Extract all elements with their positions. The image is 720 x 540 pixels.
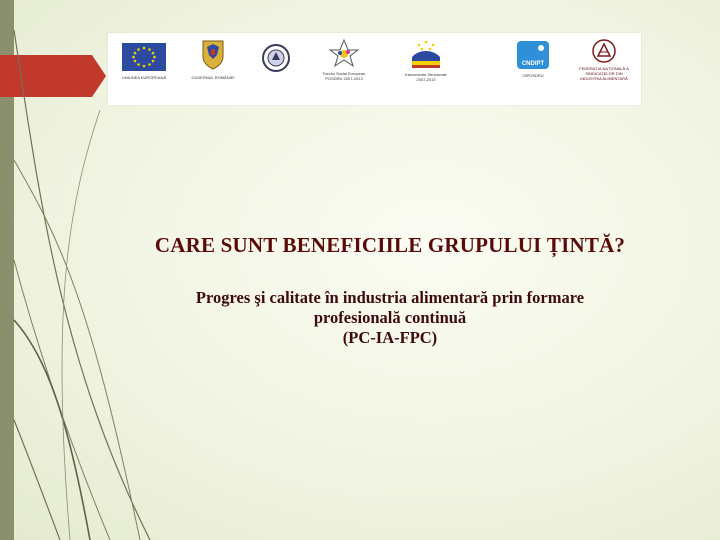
subtitle-line: (PC-IA-FPC) — [342, 328, 438, 347]
logo-caption: GUVERNUL ROMÂNIEI — [191, 75, 235, 80]
structural-instruments-logo-icon — [409, 39, 443, 69]
logo-caption: UNIUNEA EUROPEANĂ — [121, 75, 166, 80]
deco-line — [14, 420, 60, 540]
fse-star-logo-icon — [328, 38, 360, 68]
logo-caption-line: Instrumente Structurale — [405, 72, 447, 77]
cndipt-label: CNDIPT — [521, 61, 545, 67]
cndipt-logo-icon — [516, 39, 550, 71]
subtitle-line: profesională continuă — [313, 308, 467, 327]
logo-fse — [312, 33, 376, 105]
ministry-seal-icon — [261, 43, 291, 73]
slide-title: CARE SUNT BENEFICIILE GRUPULUI ȚINTĂ? — [154, 233, 626, 257]
logo-caption-line: POSDRU 2007-2013 — [325, 76, 363, 81]
subtitle-line: Progres şi calitate în industria alimentară prin formare — [195, 288, 585, 307]
logo-government — [188, 33, 238, 105]
logo-caption-line: SINDICATELOR DIN — [585, 71, 623, 76]
deco-line — [14, 320, 90, 540]
deco-line — [14, 30, 150, 540]
logo-caption: OIPOSDRU — [522, 73, 544, 78]
logo-caption-line: FEDERAȚIA NAȚIONALĂ A — [579, 66, 629, 71]
logo-ministry — [256, 33, 296, 105]
logo-federatie — [572, 33, 636, 105]
deco-line — [62, 110, 100, 540]
logo-cndipt — [510, 33, 556, 105]
logo-structural-instruments — [396, 33, 456, 105]
logo-caption-line: Fondul Social European — [322, 71, 366, 76]
partner-logos-strip — [108, 33, 641, 105]
logo-eu — [116, 33, 172, 105]
slide-subtitle — [130, 288, 650, 348]
logo-caption-line: 2007-2013 — [416, 77, 436, 82]
deco-line — [14, 160, 140, 540]
eu-flag-icon — [122, 43, 166, 71]
logo-caption-line: INDUSTRIA ALIMENTARĂ — [580, 76, 628, 81]
romania-coat-of-arms-icon — [200, 39, 226, 71]
federatie-logo-icon — [591, 39, 617, 63]
red-arrow-shape — [0, 55, 106, 97]
